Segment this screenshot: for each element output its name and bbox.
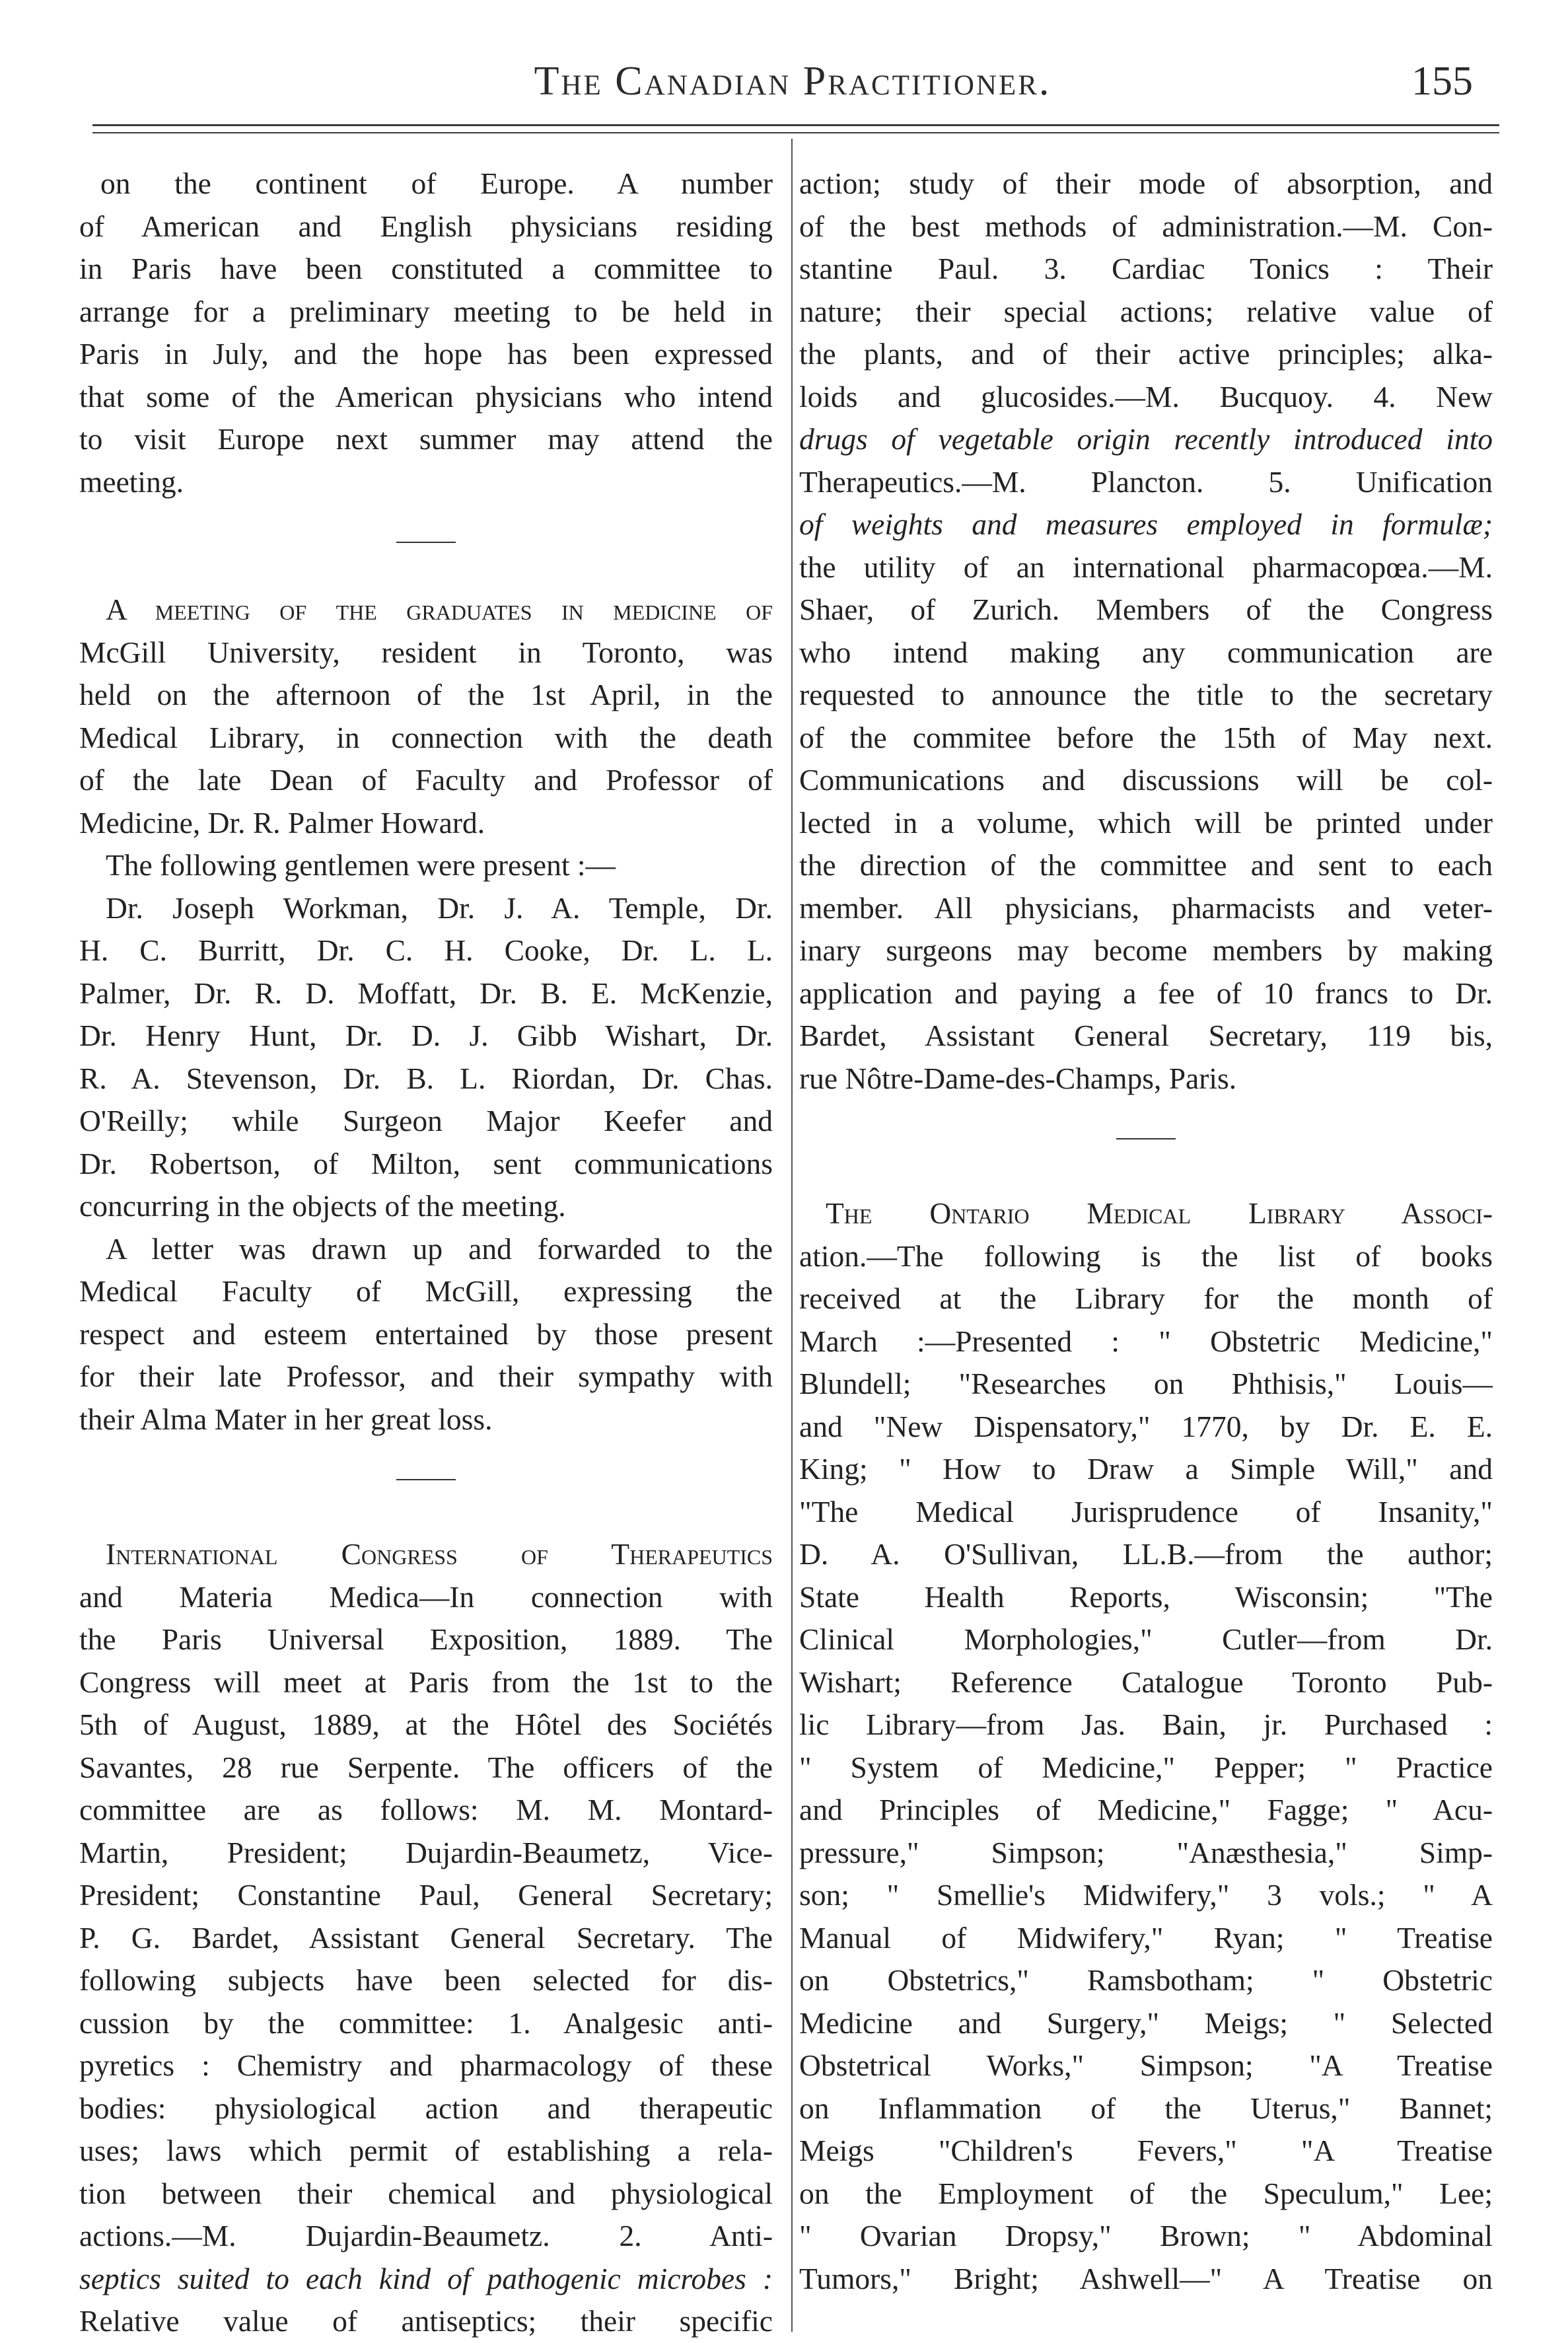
text-line: respect and esteem entertained by those present: [79, 1316, 773, 1351]
paris-meeting-paragraph: [79, 162, 773, 503]
column-divider: [791, 139, 793, 2332]
mcgill-meeting-section: [79, 589, 773, 1441]
text-line: of the late Dean of Faculty and Professor of: [79, 763, 773, 797]
text-line: meeting.: [79, 464, 184, 499]
header-rule-bottom: [92, 132, 1499, 133]
text-line: on the continent of Europe. A number: [100, 166, 773, 200]
text-line: the plants, and of their active principles; alka-: [799, 337, 1493, 371]
text-line: Obstetrical Works," Simpson; "A Treatise: [799, 2048, 1493, 2082]
text-line: Dr. Robertson, of Milton, sent communications: [79, 1146, 773, 1180]
text-line: uses; laws which permit of establishing a rela-: [79, 2134, 773, 2167]
text-line: held on the afternoon of the 1st April, in the: [79, 678, 773, 711]
text-line: " Ovarian Dropsy," Brown; " Abdominal: [799, 2219, 1493, 2253]
text-line: O'Reilly; while Surgeon Major Keefer and: [79, 1104, 773, 1137]
text-line: concurring in the objects of the meeting.: [79, 1189, 566, 1223]
text-line: " System of Medicine," Pepper; " Practice: [799, 1750, 1493, 1784]
text-line: Dr. Joseph Workman, Dr. J. A. Temple, Dr.: [106, 890, 773, 925]
text-line: Wishart; Reference Catalogue Toronto Pub-: [799, 1665, 1493, 1699]
text-line: the direction of the committee and sent to each: [799, 848, 1493, 882]
text-line: Blundell; "Researches on Phthisis," Louis—: [799, 1367, 1493, 1400]
text-line: of the best methods of administration.—M. Con-: [799, 209, 1493, 243]
text-line: 5th of August, 1889, at the Hôtel des Sociétés: [79, 1708, 773, 1741]
text-line: Shaer, of Zurich. Members of the Congress: [799, 593, 1493, 626]
text-line: lic Library—from Jas. Bain, jr. Purchased :: [799, 1708, 1493, 1741]
text-line: of American and English physicians residing: [79, 209, 773, 243]
text-line: the Paris Universal Exposition, 1889. The: [79, 1622, 773, 1656]
therapeutics-congress-continuation: [799, 162, 1493, 1100]
text-line: of the commitee before the 15th of May next.: [799, 720, 1493, 754]
text-line: to visit Europe next summer may attend the: [79, 422, 773, 456]
text-line: Savantes, 28 rue Serpente. The officers of the: [79, 1750, 773, 1784]
text-line: McGill University, resident in Toronto, was: [79, 635, 773, 669]
text-line: A letter was drawn up and forwarded to the: [106, 1231, 773, 1266]
text-line: A meeting of the graduates in medicine of: [106, 593, 773, 626]
text-line: committee are as follows: M. M. Montard-: [79, 1793, 773, 1826]
text-line: The following gentlemen were present :—: [106, 848, 616, 882]
text-line: Manual of Midwifery," Ryan; " Treatise: [799, 1920, 1493, 1955]
text-line: Medicine, Dr. R. Palmer Howard.: [79, 805, 485, 840]
text-line: arrange for a preliminary meeting to be held in: [79, 294, 773, 328]
text-line: Martin, President; Dujardin-Beaumetz, Vice-: [79, 1835, 773, 1869]
text-line: and Materia Medica—In connection with: [79, 1579, 773, 1614]
text-line: their Alma Mater in her great loss.: [79, 1402, 493, 1436]
text-line: son; " Smellie's Midwifery," 3 vols.; " A: [799, 1878, 1493, 1912]
text-line: septics suited to each kind of pathogenic microbes :: [79, 2261, 773, 2295]
text-line: March :—Presented : " Obstetric Medicine,": [799, 1324, 1493, 1358]
text-line: D. A. O'Sullivan, LL.B.—from the author;: [799, 1537, 1493, 1571]
text-line: received at the Library for the month of: [799, 1281, 1493, 1315]
text-line: inary surgeons may become members by making: [799, 933, 1493, 967]
text-line: lected in a volume, which will be printed under: [799, 805, 1493, 840]
text-line: application and paying a fee of 10 francs to Dr.: [799, 976, 1493, 1010]
text-line: Communications and discussions will be col-: [799, 763, 1493, 797]
text-line: action; study of their mode of absorption, and: [799, 166, 1493, 200]
text-line: actions.—M. Dujardin-Beaumetz. 2. Anti-: [79, 2219, 773, 2253]
text-line: ation.—The following is the list of books: [799, 1239, 1493, 1273]
text-line: R. A. Stevenson, Dr. B. L. Riordan, Dr. Chas.: [79, 1061, 773, 1095]
text-line: tion between their chemical and physiological: [79, 2176, 773, 2210]
section-separator: [79, 503, 773, 589]
text-line: Clinical Morphologies," Cutler—from Dr.: [799, 1622, 1493, 1656]
left-column: [79, 162, 773, 2343]
text-line: requested to announce the title to the secretary: [799, 678, 1493, 711]
text-line: on Inflammation of the Uterus," Bannet;: [799, 2091, 1493, 2125]
text-line: stantine Paul. 3. Cardiac Tonics : Their: [799, 252, 1493, 285]
text-line: rue Nôtre-Dame-des-Champs, Paris.: [799, 1061, 1237, 1095]
text-line: "The Medical Jurisprudence of Insanity,": [799, 1494, 1493, 1529]
page-number: 155: [1411, 59, 1473, 104]
text-line: on the Employment of the Speculum," Lee;: [799, 2176, 1493, 2210]
text-line: loids and glucosides.—M. Bucquoy. 4. New: [799, 379, 1493, 414]
text-line: Medical Faculty of McGill, expressing the: [79, 1274, 773, 1308]
text-line: who intend making any communication are: [799, 635, 1493, 669]
text-line: Medical Library, in connection with the death: [79, 720, 773, 754]
text-line: Relative value of antiseptics; their specific: [79, 2304, 773, 2338]
text-line: Therapeutics.—M. Plancton. 5. Unification: [799, 464, 1493, 499]
text-line: Palmer, Dr. R. D. Moffatt, Dr. B. E. McKenzie,: [79, 976, 773, 1010]
text-line: International Congress of Therapeutics: [106, 1537, 773, 1571]
text-line: Paris in July, and the hope has been expressed: [79, 337, 773, 371]
text-line: Congress will meet at Paris from the 1st to the: [79, 1665, 773, 1699]
section-separator: [79, 1441, 773, 1533]
text-line: in Paris have been constituted a committee to: [79, 252, 773, 285]
text-line: bodies: physiological action and therapeutic: [79, 2091, 773, 2125]
text-line: on Obstetrics," Ramsbotham; " Obstetric: [799, 1963, 1493, 1997]
text-line: Tumors," Bright; Ashwell—" A Treatise on: [799, 2261, 1493, 2295]
text-line: Dr. Henry Hunt, Dr. D. J. Gibb Wishart, Dr.: [79, 1019, 773, 1052]
section-separator: [799, 1100, 1493, 1192]
text-line: member. All physicians, pharmacists and veter-: [799, 890, 1493, 925]
running-head: [92, 58, 1493, 124]
journal-title: The Canadian Practitioner.: [534, 59, 1051, 104]
text-line: and Principles of Medicine," Fagge; " Acu-: [799, 1793, 1493, 1826]
therapeutics-congress-section: [79, 1533, 773, 2343]
text-line: the utility of an international pharmacopœa.—M.: [799, 550, 1493, 584]
text-line: pressure," Simpson; "Anæsthesia," Simp-: [799, 1835, 1493, 1869]
text-line: for their late Professor, and their sympathy with: [79, 1359, 773, 1393]
text-line: cussion by the committee: 1. Analgesic anti-: [79, 2005, 773, 2040]
text-line: King; " How to Draw a Simple Will," and: [799, 1452, 1493, 1486]
text-line: H. C. Burritt, Dr. C. H. Cooke, Dr. L. L.: [79, 933, 773, 967]
text-line: pyretics : Chemistry and pharmacology of these: [79, 2048, 773, 2082]
medical-library-section: [799, 1192, 1493, 2300]
text-line: Bardet, Assistant General Secretary, 119 bis,: [799, 1019, 1493, 1052]
text-line: drugs of vegetable origin recently introduced into: [799, 422, 1493, 456]
right-column: [799, 162, 1493, 2300]
text-line: Medicine and Surgery," Meigs; " Selected: [799, 2005, 1493, 2040]
text-line: following subjects have been selected for dis-: [79, 1963, 773, 1997]
text-line: Meigs "Children's Fevers," "A Treatise: [799, 2134, 1493, 2167]
header-rule-top: [92, 124, 1499, 126]
text-line: and "New Dispensatory," 1770, by Dr. E. E.: [799, 1409, 1493, 1443]
text-line: State Health Reports, Wisconsin; "The: [799, 1579, 1493, 1614]
text-line: nature; their special actions; relative value of: [799, 294, 1493, 328]
text-line: P. G. Bardet, Assistant General Secretary. The: [79, 1920, 773, 1955]
text-line: that some of the American physicians who intend: [79, 379, 773, 414]
text-line: The Ontario Medical Library Associ-: [826, 1196, 1493, 1230]
text-line: of weights and measures employed in formulæ;: [799, 507, 1493, 541]
text-line: President; Constantine Paul, General Secretary;: [79, 1878, 773, 1912]
